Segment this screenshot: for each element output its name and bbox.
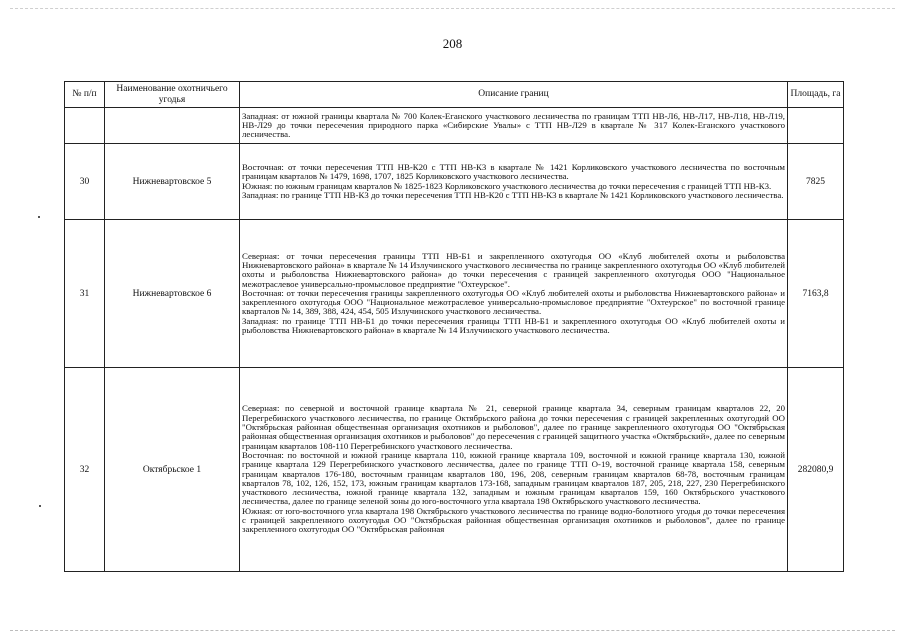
scan-bottom-edge	[10, 630, 895, 631]
table-row	[65, 144, 844, 220]
header-area: Площадь, га	[788, 82, 844, 108]
cell-num: 30	[65, 144, 105, 220]
boundary-paragraph: Восточная: от точки пересечения границы закрепленного охотугодья ОО «Клуб любителей охоты и рыболовства Нижневартовского района» и закрепленного охотугодья ООО "Национальное межотраслевое универсально-промысловое предприятие "Охтеурское" по восточной границе кварталов № 14, 389, 388, 424, 454, 505 Излучинского участкового лесничества.	[242, 287, 785, 317]
cell-name: Октябрьское 1	[105, 368, 240, 572]
cell-description	[240, 220, 788, 368]
header-num: № п/п	[65, 82, 105, 108]
table-row	[65, 220, 844, 368]
cell-num: 32	[65, 368, 105, 572]
boundary-paragraph: Южная: от юго-восточного угла квартала 198 Октябрьского участкового лесничества по границе водно-болотного угодья до точки пересечения с границей закрепленного охотугодья ОО "Октябрьская районная общественная организация охотников и рыболовов", далее по границе закрепленного охотугодья ОО "Октябрьская районная	[242, 505, 785, 535]
boundary-paragraph: Западная: от южной границы квартала № 700 Колек-Еганского участкового лесничества по границам ТТП НВ-Л6, НВ-Л17, НВ-Л18, НВ-Л19, НВ-Л29 до точки пересечения природного парка «Сибирские Увалы» с ТТП НВ-Л29 в квартале № 317 Колек-Еганского участкового лесничества.	[242, 110, 785, 140]
scan-speck	[39, 505, 41, 507]
boundary-paragraph: Северная: по северной и восточной границе квартала № 21, северной границе квартала 34, северным границам кварталов 22, 20 Перегребинского участкового лесничества, по границе Октябрьского района до точки пересечения с границей закрепленных охотугодий ОО "Октябрьская районная общественная организация охотников и рыболовов", далее по границе закрепленного охотугодья ОО "Октябрьская районная общественная организация охотников и рыболовов" до пересечения с границей защитного участка «Октябрьский», далее по северным границам кварталов 108-110 Перегребинского участкового лесничества.	[242, 403, 785, 451]
table-header-row	[65, 82, 844, 108]
header-description: Описание границ	[240, 82, 788, 108]
header-name: Наименование охотничьего угодья	[105, 82, 240, 108]
cell-name	[105, 108, 240, 144]
cell-description	[240, 144, 788, 220]
cell-description	[240, 108, 788, 144]
boundary-paragraph: Восточная: от точки пересечения ТТП НВ-К20 с ТТП НВ-К3 в квартале № 1421 Корликовского участкового лесничества по восточным границам кварталов № 1479, 1698, 1707, 1825 Корликовского участкового лесничества.	[242, 161, 785, 182]
boundary-paragraph: Восточная: по восточной и южной границе квартала 110, южной границе квартала 109, восточной и южной границе квартала 130, южной границе квартала 129 Перегребинского участкового лесничества, далее по границе ТТП О-19, восточной границе квартала 158, северным границам кварталов 176-180, восточным границам кварталов 180, 196, 208, северным границам кварталов 68-78, восточным границам кварталов 78, 102, 126, 152, 173, южным границам кварталов 173-168, западным границам кварталов 187, 205, 218, 227, 230 Перегребинского участкового лесничества, южной границе квартала 132, западным и южным границам кварталов 159, 160 Октябрьского участкового лесничества, далее по границе зеленой зоны до юго-восточного угла квартала 198 Октябрьского участкового лесничества.	[242, 449, 785, 507]
boundary-paragraph: Западная: по границе ТТП НВ-Б1 до точки пересечения границы ТТП НВ-Б1 и закрепленного охотугодья ОО «Клуб любителей охоты и рыболовства Нижневартовского района» в квартале № 14 Излучинского участкового лесничества.	[242, 315, 785, 336]
page-number: 208	[442, 36, 463, 51]
cell-description	[240, 368, 788, 572]
cell-num: 31	[65, 220, 105, 368]
cell-name: Нижневартовское 6	[105, 220, 240, 368]
cell-num	[65, 108, 105, 144]
cell-area	[788, 108, 844, 144]
scan-speck	[38, 216, 40, 218]
table-row-continuation	[65, 108, 844, 144]
boundary-paragraph: Северная: от точки пересечения границы ТТП НВ-Б1 и закрепленного охотугодья ОО «Клуб любителей охоты и рыболовства Нижневартовского района» в квартале № 14 Излучинского участкового лесничества по границе закрепленного охотугодья ОО «Клуб любителей охоты и рыболовства Нижневартовского района» до точки пересечения с границей закрепленного охотугодья ООО "Национальное межотраслевое универсально-промысловое предприятие "Охтеурское".	[242, 250, 785, 289]
cell-area: 7825	[788, 144, 844, 220]
cell-area: 282080,9	[788, 368, 844, 572]
boundary-paragraph: Южная: по южным границам кварталов № 1825-1823 Корликовского участкового лесничества до точки пересечения с границей ТТП НВ-К3.	[242, 180, 772, 191]
scan-top-edge	[10, 8, 895, 9]
table-row	[65, 368, 844, 572]
cell-name: Нижневартовское 5	[105, 144, 240, 220]
boundary-paragraph: Западная: по границе ТТП НВ-К3 до точки пересечения ТТП НВ-К20 с ТТП НВ-К3 в квартале № 1421 Корликовского участкового лесничества.	[242, 189, 784, 200]
cell-area: 7163,8	[788, 220, 844, 368]
boundaries-table	[64, 81, 844, 572]
